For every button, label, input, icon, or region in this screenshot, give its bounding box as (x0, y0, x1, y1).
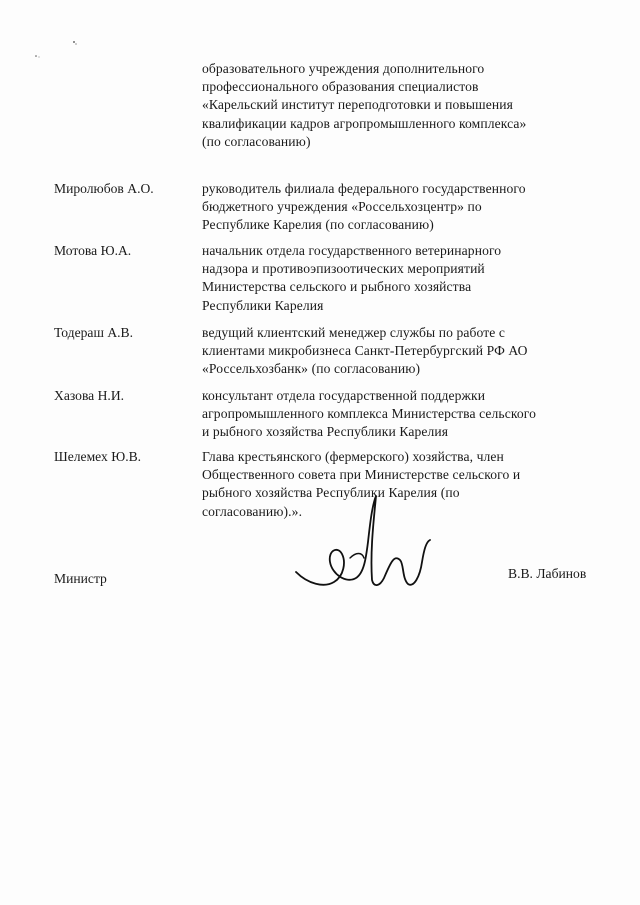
description-line: Глава крестьянского (фермерского) хозяйства, член (202, 449, 504, 464)
member-name: Мотова Ю.А. (54, 243, 132, 258)
scan-specks (30, 34, 90, 64)
handwritten-signature (290, 488, 440, 598)
member-name: Шелемех Ю.В. (54, 449, 142, 464)
description-line: образовательного учреждения дополнительного (202, 61, 485, 76)
member-position (202, 180, 592, 235)
description-line: клиентами микробизнеса Санкт-Петербургский РФ АО (202, 343, 528, 359)
description-line: ведущий клиентский менеджер службы по работе с (202, 325, 506, 340)
description-line: (по согласованию) (202, 133, 311, 149)
signatory-title: Министр (54, 571, 107, 586)
description-line: «Карельский институт переподготовки и повышения (202, 97, 513, 113)
description-line: Республики Карелия (202, 297, 324, 313)
description-line: консультант отдела государственной поддержки (202, 388, 486, 403)
signatory-name: В.В. Лабинов (508, 566, 587, 581)
description-line: бюджетного учреждения «Россельхозцентр» по (202, 199, 482, 215)
description-line: Министерства сельского и рыбного хозяйства (202, 279, 472, 295)
description-line: квалификации кадров агропромышленного комплекса» (202, 115, 527, 131)
member-position (202, 387, 592, 442)
description-line: Общественного совета при Министерстве сельского и (202, 467, 521, 483)
description-line: «Россельхозбанк» (по согласованию) (202, 361, 421, 377)
description-line: агропромышленного комплекса Министерства сельского (202, 406, 537, 422)
continuation-description (202, 60, 592, 151)
description-line: согласованию).». (202, 503, 303, 519)
description-line: надзора и противоэпизоотических мероприятий (202, 261, 485, 277)
member-name: Миролюбов А.О. (54, 181, 154, 196)
member-name: Тодераш А.В. (54, 325, 134, 340)
description-line: профессионального образования специалистов (202, 79, 479, 95)
description-line: рыбного хозяйства Республики Карелия (по (202, 485, 460, 501)
description-line: начальник отдела государственного ветеринарного (202, 243, 502, 258)
description-line: руководитель филиала федерального государственного (202, 181, 526, 196)
member-position (202, 324, 592, 379)
member-position (202, 242, 592, 315)
member-name: Хазова Н.И. (54, 388, 125, 403)
description-line: Республике Карелия (по согласованию) (202, 217, 434, 233)
description-line: и рыбного хозяйства Республики Карелия (202, 424, 449, 440)
